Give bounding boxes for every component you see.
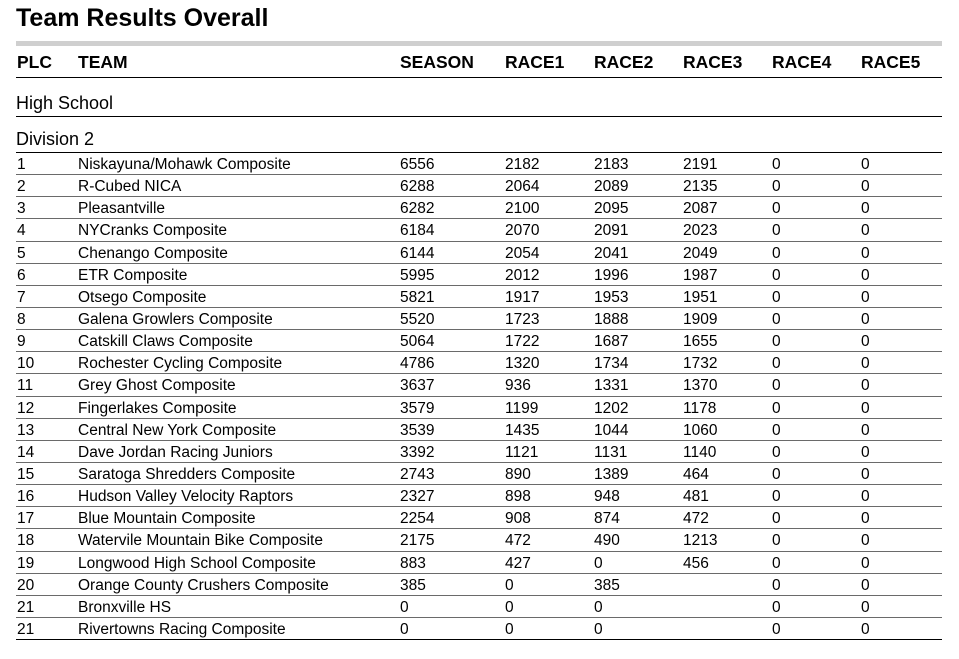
place-cell: 21 bbox=[17, 620, 35, 638]
page-title: Team Results Overall bbox=[16, 4, 269, 32]
race2-points-cell: 948 bbox=[594, 488, 620, 506]
race1-points-cell: 2012 bbox=[505, 266, 540, 284]
race4-points-cell: 0 bbox=[772, 598, 781, 616]
race5-points-cell: 0 bbox=[861, 421, 870, 439]
race4-points-cell: 0 bbox=[772, 200, 781, 218]
season-points-cell: 3637 bbox=[400, 377, 435, 395]
race4-points-cell: 0 bbox=[772, 244, 781, 262]
team-name-cell: Niskayuna/Mohawk Composite bbox=[78, 156, 291, 173]
table-row bbox=[0, 286, 959, 308]
race5-points-cell: 0 bbox=[861, 510, 870, 528]
race2-points-cell: 2095 bbox=[594, 200, 629, 218]
team-name-cell: Central New York Composite bbox=[78, 421, 277, 439]
title-divider bbox=[16, 41, 942, 46]
race1-points-cell: 936 bbox=[505, 377, 531, 395]
race5-points-cell: 0 bbox=[861, 399, 870, 417]
place-cell: 19 bbox=[17, 554, 35, 572]
table-row bbox=[0, 463, 959, 485]
race1-points-cell: 0 bbox=[505, 620, 514, 638]
race1-points-cell: 898 bbox=[505, 488, 531, 506]
race2-points-cell: 1953 bbox=[594, 288, 629, 306]
race3-points-cell: 2191 bbox=[683, 156, 718, 173]
table-row bbox=[0, 618, 959, 640]
race4-points-cell: 0 bbox=[772, 222, 781, 240]
race1-points-cell: 2182 bbox=[505, 156, 540, 173]
season-points-cell: 385 bbox=[400, 576, 426, 594]
race3-points-cell: 464 bbox=[683, 465, 709, 483]
season-points-cell: 0 bbox=[400, 598, 409, 616]
team-name-cell: Bronxville HS bbox=[78, 598, 172, 616]
table-row bbox=[0, 574, 959, 596]
race5-points-cell: 0 bbox=[861, 620, 870, 638]
division-label: Division 2 bbox=[16, 129, 95, 149]
table-row bbox=[0, 330, 959, 352]
race1-points-cell: 472 bbox=[505, 532, 531, 550]
place-cell: 3 bbox=[17, 200, 26, 218]
race3-points-cell: 1909 bbox=[683, 310, 718, 328]
race5-points-cell: 0 bbox=[861, 377, 870, 395]
race3-points-cell: 481 bbox=[683, 488, 709, 506]
team-name-cell: Saratoga Shredders Composite bbox=[78, 465, 296, 483]
race4-points-cell: 0 bbox=[772, 443, 781, 461]
team-name-cell: Chenango Composite bbox=[78, 244, 228, 262]
race2-points-cell: 2183 bbox=[594, 156, 629, 173]
season-points-cell: 3579 bbox=[400, 399, 435, 417]
race4-points-cell: 0 bbox=[772, 333, 781, 351]
race3-points-cell: 2135 bbox=[683, 178, 718, 196]
team-name-cell: Blue Mountain Composite bbox=[78, 510, 256, 528]
place-cell: 4 bbox=[17, 222, 26, 240]
race1-points-cell: 427 bbox=[505, 554, 531, 572]
table-row bbox=[0, 197, 959, 219]
race3-points-cell: 1370 bbox=[683, 377, 718, 395]
race2-points-cell: 385 bbox=[594, 576, 620, 594]
race3-points-cell: 472 bbox=[683, 510, 709, 528]
race2-points-cell: 874 bbox=[594, 510, 620, 528]
race1-points-cell: 2064 bbox=[505, 178, 540, 196]
race2-points-cell: 0 bbox=[594, 620, 603, 638]
season-points-cell: 6144 bbox=[400, 244, 435, 262]
table-row bbox=[0, 419, 959, 441]
team-name-cell: Catskill Claws Composite bbox=[78, 333, 253, 351]
category-divider bbox=[16, 116, 942, 117]
place-cell: 10 bbox=[17, 355, 35, 373]
place-cell: 14 bbox=[17, 443, 35, 461]
table-row bbox=[0, 219, 959, 241]
race1-points-cell: 1723 bbox=[505, 310, 540, 328]
race2-points-cell: 2089 bbox=[594, 178, 629, 196]
season-points-cell: 2254 bbox=[400, 510, 435, 528]
race2-points-cell: 1687 bbox=[594, 333, 629, 351]
team-name-cell: R-Cubed NICA bbox=[78, 178, 182, 196]
season-points-cell: 0 bbox=[400, 620, 409, 638]
race1-points-cell: 2100 bbox=[505, 200, 540, 218]
column-header-race1: RACE1 bbox=[505, 52, 565, 72]
race5-points-cell: 0 bbox=[861, 266, 870, 284]
race4-points-cell: 0 bbox=[772, 576, 781, 594]
place-cell: 7 bbox=[17, 288, 26, 306]
table-row bbox=[0, 529, 959, 551]
season-points-cell: 3539 bbox=[400, 421, 435, 439]
race3-points-cell: 1060 bbox=[683, 421, 718, 439]
table-row bbox=[0, 374, 959, 396]
race4-points-cell: 0 bbox=[772, 488, 781, 506]
race4-points-cell: 0 bbox=[772, 554, 781, 572]
season-points-cell: 6184 bbox=[400, 222, 435, 240]
race2-points-cell: 1996 bbox=[594, 266, 629, 284]
race5-points-cell: 0 bbox=[861, 554, 870, 572]
race1-points-cell: 2054 bbox=[505, 244, 540, 262]
column-header-race5: RACE5 bbox=[861, 52, 921, 72]
place-cell: 12 bbox=[17, 399, 35, 417]
race2-points-cell: 1331 bbox=[594, 377, 629, 395]
season-points-cell: 5520 bbox=[400, 310, 435, 328]
race4-points-cell: 0 bbox=[772, 465, 781, 483]
team-name-cell: Fingerlakes Composite bbox=[78, 399, 237, 417]
race3-points-cell: 1951 bbox=[683, 288, 718, 306]
race1-points-cell: 908 bbox=[505, 510, 531, 528]
header-divider bbox=[16, 77, 942, 78]
category-label: High School bbox=[16, 93, 114, 113]
table-header bbox=[0, 52, 959, 74]
race2-points-cell: 0 bbox=[594, 554, 603, 572]
team-name-cell: Watervile Mountain Bike Composite bbox=[78, 532, 323, 550]
team-name-cell: Rochester Cycling Composite bbox=[78, 355, 283, 373]
race2-points-cell: 1044 bbox=[594, 421, 629, 439]
table-row bbox=[0, 264, 959, 286]
table-row bbox=[0, 441, 959, 463]
column-header-race4: RACE4 bbox=[772, 52, 832, 72]
race4-points-cell: 0 bbox=[772, 310, 781, 328]
race3-points-cell: 1732 bbox=[683, 355, 718, 373]
team-name-cell: Pleasantville bbox=[78, 200, 166, 218]
race2-points-cell: 1202 bbox=[594, 399, 629, 417]
race1-points-cell: 0 bbox=[505, 598, 514, 616]
place-cell: 6 bbox=[17, 266, 26, 284]
race3-points-cell: 1213 bbox=[683, 532, 718, 550]
race5-points-cell: 0 bbox=[861, 222, 870, 240]
place-cell: 9 bbox=[17, 333, 26, 351]
race2-points-cell: 2091 bbox=[594, 222, 629, 240]
race5-points-cell: 0 bbox=[861, 532, 870, 550]
column-header-race3: RACE3 bbox=[683, 52, 743, 72]
season-points-cell: 2327 bbox=[400, 488, 435, 506]
season-points-cell: 6288 bbox=[400, 178, 435, 196]
race1-points-cell: 1435 bbox=[505, 421, 540, 439]
results-table-body bbox=[0, 153, 959, 640]
race5-points-cell: 0 bbox=[861, 488, 870, 506]
race1-points-cell: 1917 bbox=[505, 288, 540, 306]
column-header-season: SEASON bbox=[400, 52, 474, 72]
race4-points-cell: 0 bbox=[772, 178, 781, 196]
team-name-cell: Longwood High School Composite bbox=[78, 554, 316, 572]
team-name-cell: Otsego Composite bbox=[78, 288, 207, 306]
season-points-cell: 2175 bbox=[400, 532, 435, 550]
team-name-cell: Galena Growlers Composite bbox=[78, 310, 273, 328]
table-row bbox=[0, 552, 959, 574]
race2-points-cell: 1888 bbox=[594, 310, 629, 328]
table-row bbox=[0, 153, 959, 175]
race4-points-cell: 0 bbox=[772, 377, 781, 395]
race4-points-cell: 0 bbox=[772, 266, 781, 284]
race5-points-cell: 0 bbox=[861, 244, 870, 262]
table-row bbox=[0, 485, 959, 507]
season-points-cell: 4786 bbox=[400, 355, 435, 373]
race2-points-cell: 1734 bbox=[594, 355, 629, 373]
place-cell: 8 bbox=[17, 310, 26, 328]
race3-points-cell: 1655 bbox=[683, 333, 718, 351]
race2-points-cell: 2041 bbox=[594, 244, 629, 262]
team-name-cell: Grey Ghost Composite bbox=[78, 377, 236, 395]
race1-points-cell: 2070 bbox=[505, 222, 540, 240]
place-cell: 15 bbox=[17, 465, 35, 483]
race3-points-cell: 2023 bbox=[683, 222, 718, 240]
race3-points-cell: 2049 bbox=[683, 244, 718, 262]
race5-points-cell: 0 bbox=[861, 443, 870, 461]
race4-points-cell: 0 bbox=[772, 532, 781, 550]
place-cell: 11 bbox=[17, 377, 34, 395]
race4-points-cell: 0 bbox=[772, 288, 781, 306]
column-header-race2: RACE2 bbox=[594, 52, 654, 72]
team-name-cell: Orange County Crushers Composite bbox=[78, 576, 329, 594]
race3-points-cell: 2087 bbox=[683, 200, 718, 218]
race2-points-cell: 1131 bbox=[594, 443, 628, 461]
place-cell: 1 bbox=[17, 156, 26, 173]
race5-points-cell: 0 bbox=[861, 598, 870, 616]
place-cell: 13 bbox=[17, 421, 35, 439]
table-row bbox=[0, 596, 959, 618]
team-name-cell: ETR Composite bbox=[78, 266, 188, 284]
season-points-cell: 5064 bbox=[400, 333, 435, 351]
table-row bbox=[0, 242, 959, 264]
race4-points-cell: 0 bbox=[772, 355, 781, 373]
season-points-cell: 6282 bbox=[400, 200, 435, 218]
race5-points-cell: 0 bbox=[861, 333, 870, 351]
race5-points-cell: 0 bbox=[861, 178, 870, 196]
table-row bbox=[0, 352, 959, 374]
column-header-plc: PLC bbox=[17, 52, 52, 72]
race5-points-cell: 0 bbox=[861, 156, 870, 173]
race2-points-cell: 1389 bbox=[594, 465, 629, 483]
race1-points-cell: 1722 bbox=[505, 333, 540, 351]
team-name-cell: Hudson Valley Velocity Raptors bbox=[78, 488, 294, 506]
team-name-cell: Rivertowns Racing Composite bbox=[78, 620, 286, 638]
race1-points-cell: 1199 bbox=[505, 399, 539, 417]
race1-points-cell: 0 bbox=[505, 576, 514, 594]
place-cell: 20 bbox=[17, 576, 35, 594]
race3-points-cell: 1140 bbox=[683, 443, 717, 461]
race5-points-cell: 0 bbox=[861, 465, 870, 483]
race1-points-cell: 890 bbox=[505, 465, 531, 483]
season-points-cell: 5821 bbox=[400, 288, 435, 306]
race2-points-cell: 490 bbox=[594, 532, 620, 550]
place-cell: 2 bbox=[17, 178, 26, 196]
race4-points-cell: 0 bbox=[772, 421, 781, 439]
race3-points-cell: 1178 bbox=[683, 399, 717, 417]
race3-points-cell: 456 bbox=[683, 554, 709, 572]
race5-points-cell: 0 bbox=[861, 355, 870, 373]
season-points-cell: 6556 bbox=[400, 156, 435, 173]
place-cell: 5 bbox=[17, 244, 26, 262]
season-points-cell: 2743 bbox=[400, 465, 435, 483]
place-cell: 17 bbox=[17, 510, 35, 528]
race4-points-cell: 0 bbox=[772, 510, 781, 528]
table-row bbox=[0, 397, 959, 419]
team-name-cell: Dave Jordan Racing Juniors bbox=[78, 443, 273, 461]
race1-points-cell: 1121 bbox=[505, 443, 539, 461]
column-header-team: TEAM bbox=[78, 52, 128, 72]
race5-points-cell: 0 bbox=[861, 310, 870, 328]
place-cell: 21 bbox=[17, 598, 35, 616]
race4-points-cell: 0 bbox=[772, 156, 781, 173]
race4-points-cell: 0 bbox=[772, 399, 781, 417]
race5-points-cell: 0 bbox=[861, 288, 870, 306]
table-row bbox=[0, 507, 959, 529]
race4-points-cell: 0 bbox=[772, 620, 781, 638]
team-name-cell: NYCranks Composite bbox=[78, 222, 228, 240]
season-points-cell: 5995 bbox=[400, 266, 435, 284]
place-cell: 16 bbox=[17, 488, 35, 506]
race2-points-cell: 0 bbox=[594, 598, 603, 616]
race3-points-cell: 1987 bbox=[683, 266, 718, 284]
race5-points-cell: 0 bbox=[861, 200, 870, 218]
place-cell: 18 bbox=[17, 532, 35, 550]
race1-points-cell: 1320 bbox=[505, 355, 540, 373]
table-row bbox=[0, 175, 959, 197]
race5-points-cell: 0 bbox=[861, 576, 870, 594]
season-points-cell: 883 bbox=[400, 554, 426, 572]
table-row bbox=[0, 308, 959, 330]
season-points-cell: 3392 bbox=[400, 443, 435, 461]
